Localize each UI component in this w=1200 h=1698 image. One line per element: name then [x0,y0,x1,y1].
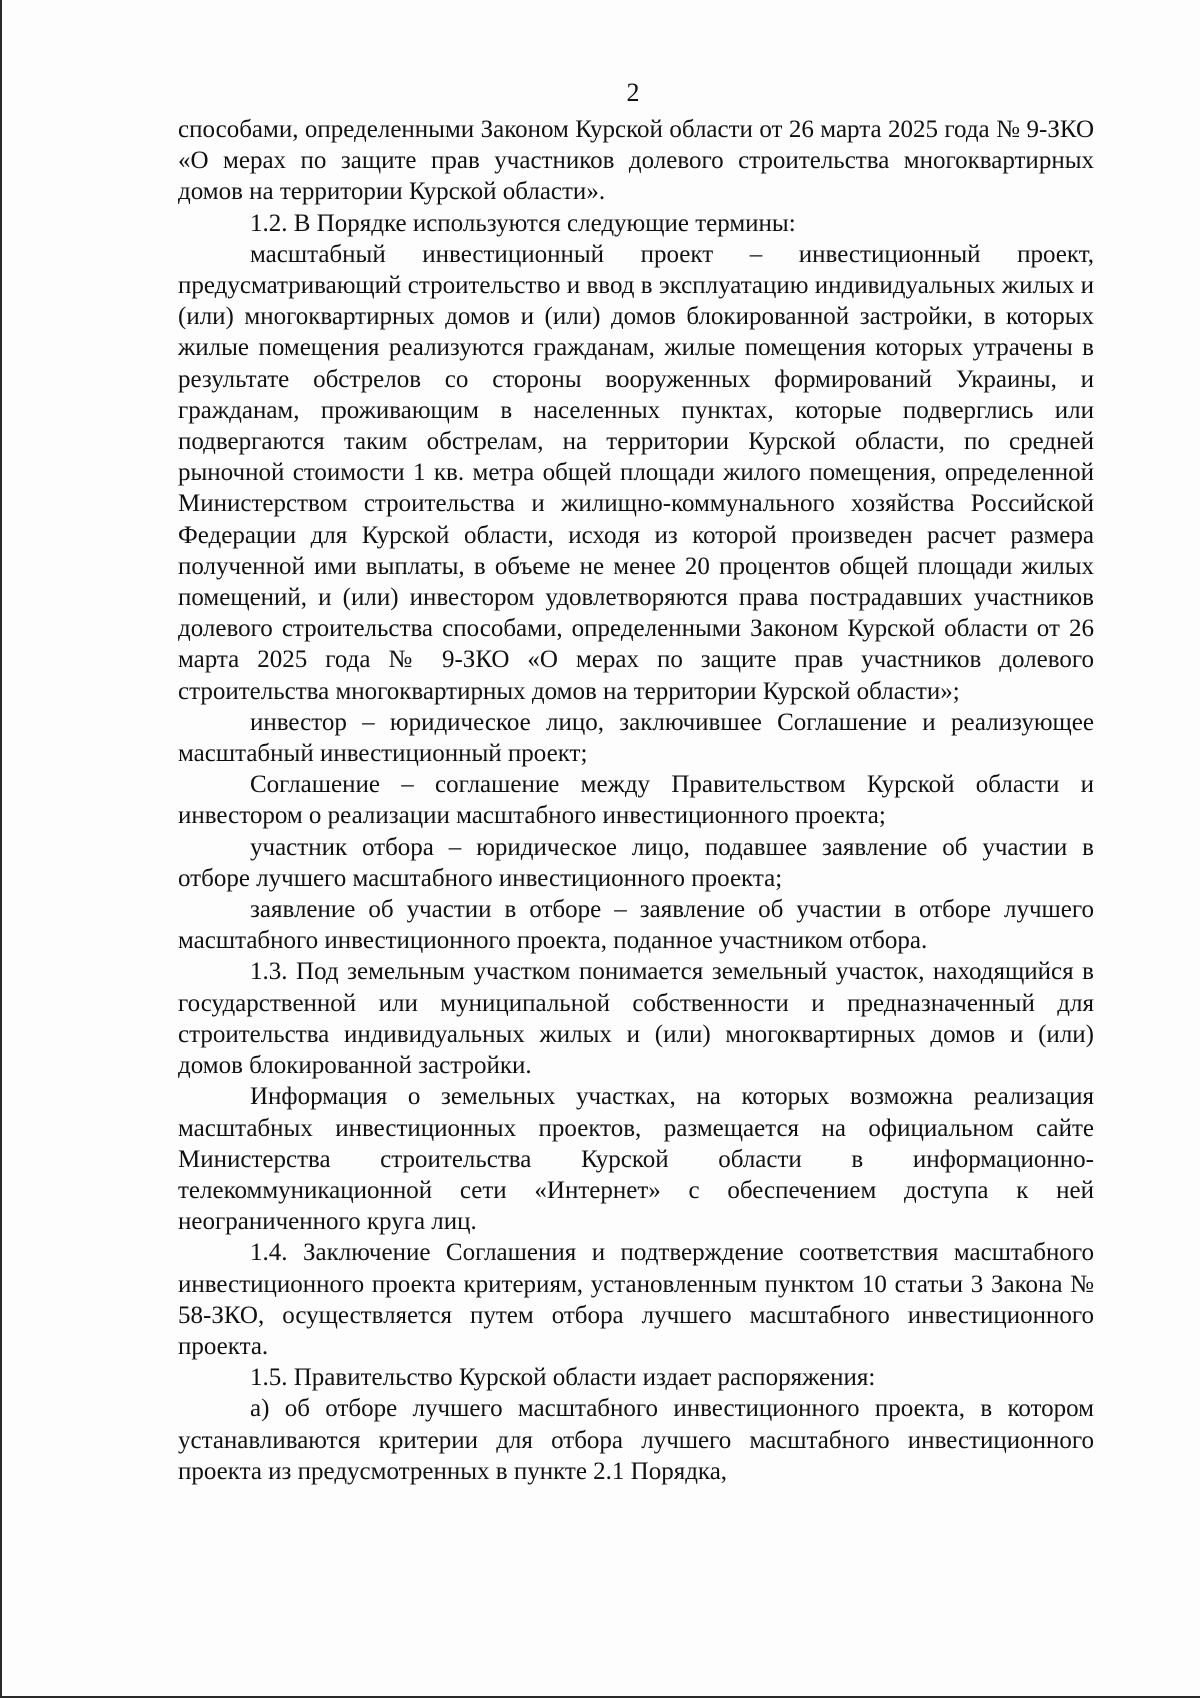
paragraph-1-5-a: а) об отборе лучшего масштабного инвестиционного проекта, в котором устанавливаются критерии для отбора лучшего масштабного инвестиционного проекта из предусмотренных в пункте 2.1 Порядка, [178,1395,1094,1485]
paragraph-1-3: 1.3. Под земельным участком понимается земельный участок, находящийся в государственной или муниципальной собственности и предназначенный для строительства индивидуальных жилых и (или) многоквартирных домов и (или) домов блокированной застройки. [178,958,1094,1080]
paragraph-term-participant: участник отбора – юридическое лицо, подавшее заявление об участии в отборе лучшего масштабного инвестиционного проекта; [178,833,1094,892]
paragraph-term-project: масштабный инвестиционный проект – инвестиционный проект, предусматривающий строительство и ввод в эксплуатацию индивидуальных жилых и (или) многоквартирных домов и (или) домов блокированной застройки, в которых жилые помещения реализуются гражданам, жилые помещения которых утрачены в результате обстрелов со стороны вооруженных формирований Украины, и гражданам, проживающим в населенных пунктах, которые подверглись или подвергаются таким обстрелам, на территории Курской области, по средней рыночной стоимости 1 кв. метра общей площади жилого помещения, определенной Министерством строительства и жилищно-коммунального хозяйства Российской Федерации для Курской области, исходя из которой произведен расчет размера полученной ими выплаты, в объеме не менее 20 процентов общей площади жилых помещений, и (или) инвестором удовлетворяются права пострадавших участников долевого строительства способами, определенными Законом Курской области от 26 марта 2025 года № 9-ЗКО «О мерах по защите прав участников долевого строительства многоквартирных домов на территории Курской области»; [178,240,1094,705]
paragraph-term-agreement: Соглашение – соглашение между Правительством Курской области и инвестором о реализации масштабного инвестиционного проекта; [178,771,1094,830]
paragraph-1-2: 1.2. В Порядке используются следующие термины: [250,209,796,237]
page-number: 2 [626,78,640,107]
paragraph-term-application: заявление об участии в отборе – заявление об участии в отборе лучшего масштабного инвестиционного проекта, поданное участником отбора. [178,896,1094,955]
paragraph-term-investor: инвестор – юридическое лицо, заключившее Соглашение и реализующее масштабный инвестиционный проект; [178,708,1094,768]
paragraph-continuation: способами, определенными Законом Курской области от 26 марта 2025 года № 9-ЗКО «О мерах по защите прав участников долевого строительства многоквартирных домов на территории Курской области». [178,116,1094,206]
paragraph-1-5: 1.5. Правительство Курской области издает распоряжения: [250,1364,876,1392]
document-body [178,114,1094,1487]
paragraph-1-4: 1.4. Заключение Соглашения и подтверждение соответствия масштабного инвестиционного проекта критериям, установленным пунктом 10 статьи 3 Закона № 58-ЗКО, осуществляется путем отбора лучшего масштабного инвестиционного проекта. [178,1239,1094,1360]
paragraph-land-info: Информация о земельных участках, на которых возможна реализация масштабных инвестиционных проектов, размещается на официальном сайте Министерства строительства Курской области в информационно-телекоммуникационной сети «Интернет» с обеспечением доступа к ней неограниченного круга лиц. [178,1083,1094,1236]
